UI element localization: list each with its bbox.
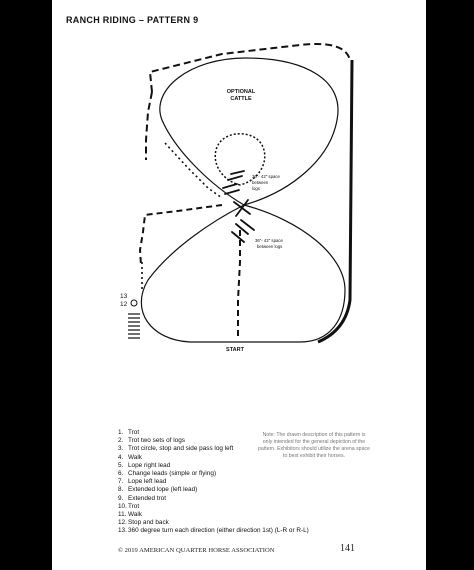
marker-circle [131, 300, 137, 306]
dotted-diagonal-path [165, 143, 222, 198]
log-pair-upper [223, 171, 244, 194]
right-wall-path [318, 60, 352, 342]
list-item: 3. Trot circle, stop and side pass log left [118, 445, 234, 453]
dashed-top-path [150, 44, 350, 92]
optional-cattle-label-line1: OPTIONAL [226, 89, 256, 95]
list-item: 10. Trot [118, 502, 140, 510]
list-item: 12. Stop and back [118, 519, 169, 527]
list-item: 8. Extended lope (left lead) [118, 486, 198, 494]
log-pair-lower [232, 220, 254, 242]
center-cross-marks [234, 200, 250, 216]
copyright-footer: © 2019 AMERICAN QUARTER HORSE ASSOCIATION [118, 547, 275, 554]
dashed-return-path [140, 205, 222, 265]
upper-loop-path [160, 58, 338, 205]
lower-loop-path [141, 205, 345, 342]
marker-12-label: 12 [120, 301, 128, 308]
list-item: 13. 360 degree turn each direction (either direction 1st) (L-R or R-L) [118, 527, 309, 535]
dashed-center-vertical [238, 230, 240, 340]
list-item: 11. Walk [118, 511, 142, 519]
start-label: START [226, 347, 244, 353]
dashed-left-path [146, 92, 152, 160]
space-upper-label-line3: logs [252, 186, 260, 191]
page-number: 141 [340, 543, 355, 554]
list-item: 6. Change leads (simple or flying) [118, 470, 217, 478]
space-lower-label-line1: 36"- 42" space [255, 238, 283, 243]
space-upper-label-line2: between [252, 180, 269, 185]
stop-back-hatch [128, 314, 140, 338]
list-item: 4. Walk [118, 453, 142, 461]
marker-13-label: 13 [120, 293, 128, 300]
list-item: 2. Trot two sets of logs [118, 437, 185, 445]
pattern-note: Note: The drawn description of this pattern is only intended for the general depiction of the pattern. Exhibitors should utilize the arena space to best exhibit their horses. [258, 432, 370, 459]
pattern-title: RANCH RIDING – PATTERN 9 [66, 15, 199, 25]
list-item: 9. Extended trot [118, 494, 167, 502]
space-upper-label-line1: 36"- 42" space [252, 174, 280, 179]
list-item: 5. Lope right lead [118, 461, 171, 469]
space-lower-label-line2: between logs [257, 244, 283, 249]
list-item: 1. Trot [118, 429, 140, 436]
list-item: 7. Lope left lead [118, 478, 167, 486]
optional-cattle-label-line2: CATTLE [230, 96, 252, 102]
